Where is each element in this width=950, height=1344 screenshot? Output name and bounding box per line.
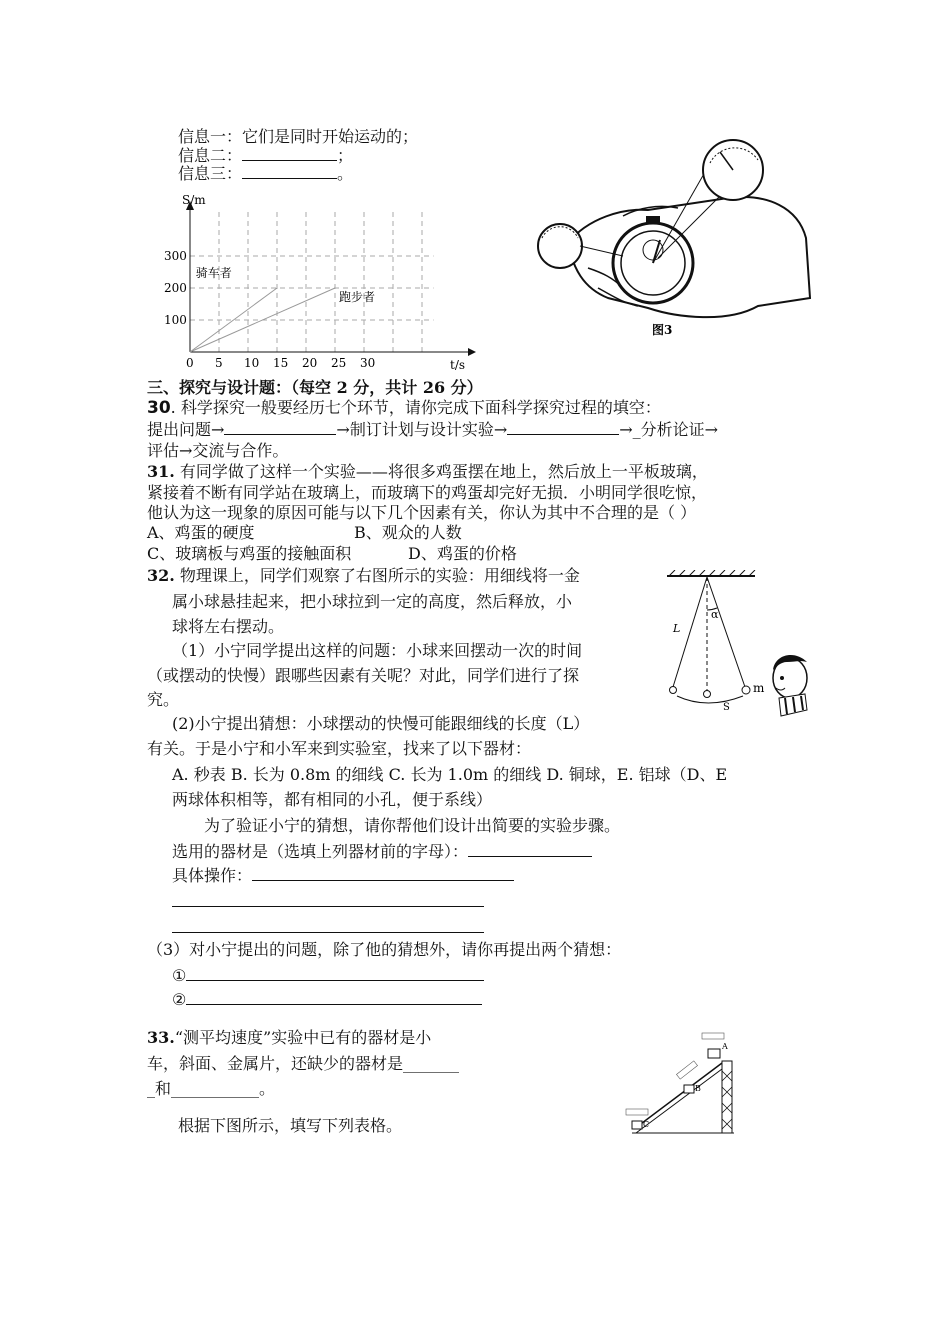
chart-grid — [190, 208, 434, 352]
string-right — [707, 577, 745, 687]
q32-p1c: 究。 — [147, 690, 180, 709]
q32-operate-blank-3[interactable] — [172, 932, 484, 933]
q32-p3: （3）对小宁提出的问题，除了他的猜想外，请你再提出两个猜想： — [147, 940, 622, 959]
clock-A — [702, 1033, 724, 1039]
q30-l2-a: 提出问题→ — [147, 420, 225, 439]
stopwatch-crown — [646, 216, 660, 224]
info-line-2-suffix: ； — [337, 146, 354, 165]
x-tick-label-0: 0 — [186, 356, 194, 370]
q32-operate — [172, 866, 514, 886]
label-m: m — [753, 681, 765, 695]
q32-c2-blank[interactable] — [186, 990, 482, 1005]
q31-l1: 有同学做了这样一个实验——将很多鸡蛋摆在地上，然后放上一平板玻璃， — [174, 462, 708, 481]
q33-line1 — [147, 1028, 431, 1048]
info-2-blank[interactable] — [242, 146, 337, 161]
q32-c1-label: ① — [172, 966, 187, 985]
q32-conjecture-1 — [172, 966, 484, 986]
q32-verify: 为了验证小宁的猜想，请你帮他们设计出简要的实验步骤。 — [204, 816, 621, 835]
q30-blank-1[interactable] — [224, 420, 336, 435]
q32-line3: 球将左右摆动。 — [172, 617, 285, 636]
cart-C — [632, 1121, 642, 1129]
clock-C — [626, 1109, 648, 1115]
cart-A — [708, 1049, 720, 1058]
q32-l1: 物理课上，同学们观察了右图所示的实验：用细线将一金 — [174, 566, 580, 585]
q31-option-d[interactable]: D、鸡蛋的价格 — [408, 544, 517, 563]
q32-p1a: （1）小宁同学提出这样的问题：小球来回摆动一次的时间 — [172, 641, 583, 660]
q31-line3: 他认为这一现象的原因可能与以下几个因素有关，你认为其中不合理的是（ ） — [147, 503, 697, 522]
q33-line4: 根据下图所示，填写下列表格。 — [178, 1116, 403, 1135]
q31-option-b[interactable]: B、观众的人数 — [354, 523, 462, 542]
label-L: L — [673, 622, 681, 635]
q32-p2b: 有关。于是小宁和小军来到实验室，找来了以下器材： — [147, 739, 532, 758]
ball-center — [704, 691, 711, 698]
q32-operate-blank-1[interactable] — [252, 866, 514, 881]
q30-stem-text: . 科学探究一般要经历七个环节，请你完成下面科学探究过程的填空： — [170, 398, 661, 417]
q30-l2-b: →制订计划与设计实验→ — [336, 420, 508, 439]
label-A: A — [722, 1042, 728, 1051]
info-line-2-prefix: 信息二： — [178, 146, 243, 165]
displacement-arc — [677, 696, 743, 703]
q32-c2-label: ② — [172, 990, 187, 1009]
q30-line2 — [147, 420, 718, 440]
q30-line3: 评估→交流与合作。 — [147, 441, 289, 460]
cart-B — [684, 1085, 694, 1093]
info-line-3-suffix: 。 — [337, 164, 354, 183]
q32-p1b: （或摆动的快慢）跟哪些因素有关呢？对此，同学们进行了探 — [147, 666, 580, 685]
q33-number: 33. — [147, 1028, 175, 1047]
y-tick-label-100: 100 — [164, 313, 187, 327]
q31-line2: 紧接着不断有同学站在玻璃上，而玻璃下的鸡蛋却完好无损．小明同学很吃惊， — [147, 483, 708, 502]
x-axis-arrow — [468, 348, 476, 356]
ball-right — [742, 686, 750, 694]
label-B: B — [695, 1084, 701, 1093]
info-line-3-prefix: 信息三： — [178, 164, 243, 183]
q31-option-a[interactable]: A、鸡蛋的硬度 — [147, 523, 255, 542]
y-axis-label: S/m — [182, 193, 206, 207]
q32-operate-blank-2[interactable] — [172, 906, 484, 907]
zoom-dial-small — [538, 224, 582, 268]
label-C: C — [643, 1120, 650, 1129]
x-tick-label-30: 30 — [360, 356, 376, 370]
q32-conjecture-2 — [172, 990, 482, 1010]
info-line-2 — [178, 146, 353, 166]
q33-line2: 车，斜面、金属片，还缺少的器材是_______ — [147, 1054, 460, 1073]
q32-select — [172, 842, 592, 862]
info-line-3 — [178, 164, 353, 184]
ball-left — [670, 687, 677, 694]
x-tick-label-20: 20 — [302, 356, 318, 370]
x-axis-label: t/s — [450, 358, 466, 372]
label-alpha: α — [711, 608, 719, 621]
pendulum-figure — [655, 570, 815, 730]
q33-line3: _和___________。 — [147, 1079, 276, 1098]
y-tick-label-300: 300 — [164, 249, 187, 263]
q31-number: 31. — [147, 462, 175, 481]
q30-number: 30 — [147, 398, 171, 418]
boy-eye — [780, 676, 784, 680]
q31-option-c[interactable]: C、玻璃板与鸡蛋的接触面积 — [147, 544, 352, 563]
x-tick-label-5: 5 — [215, 356, 223, 370]
info-line-1: 信息一：它们是同时开始运动的； — [178, 127, 419, 146]
q32-line1 — [147, 566, 580, 586]
clock-B — [676, 1061, 697, 1079]
q32-p2a: (2)小宁提出猜想：小球摆动的快慢可能跟细线的长度（L） — [172, 714, 590, 733]
q32-c1-blank[interactable] — [186, 966, 484, 981]
q32-line2: 属小球悬挂起来，把小球拉到一定的高度，然后释放，小 — [172, 592, 573, 611]
incline-figure — [622, 1025, 742, 1137]
st-chart — [150, 188, 480, 373]
q31-line1 — [147, 462, 708, 482]
q30-stem — [147, 398, 661, 418]
q32-operate-text: 具体操作： — [172, 866, 253, 885]
q32-number: 32. — [147, 566, 175, 585]
series-label-1: 跑步者 — [339, 289, 376, 304]
x-tick-label-10: 10 — [244, 356, 260, 370]
q32-materials-1: A. 秒表 B. 长为 0.8m 的细线 C. 长为 1.0m 的细线 D. 铜球，E. 铝球（D、E — [172, 765, 728, 784]
section3-title: 三、探究与设计题：（每空 2 分，共计 26 分） — [147, 378, 483, 397]
q32-select-text: 选用的器材是（选填上列器材前的字母）： — [172, 842, 469, 861]
support-block — [722, 1061, 732, 1133]
q32-select-blank[interactable] — [468, 842, 592, 857]
x-tick-label-15: 15 — [273, 356, 289, 370]
series-label-0: 骑车者 — [195, 265, 232, 280]
q33-l1: “测平均速度”实验中已有的器材是小 — [174, 1028, 432, 1047]
info-3-blank[interactable] — [242, 164, 337, 179]
q30-blank-2[interactable] — [507, 420, 619, 435]
x-tick-label-25: 25 — [331, 356, 347, 370]
chart-series — [190, 265, 375, 352]
label-S: S — [723, 702, 730, 713]
stopwatch-figure — [528, 138, 813, 343]
q30-l2-c: →_分析论证→ — [619, 420, 719, 439]
y-tick-label-200: 200 — [164, 281, 187, 295]
figure3-caption: 图3 — [652, 323, 673, 337]
q32-materials-2: 两球体积相等，都有相同的小孔，便于系线） — [172, 790, 493, 809]
